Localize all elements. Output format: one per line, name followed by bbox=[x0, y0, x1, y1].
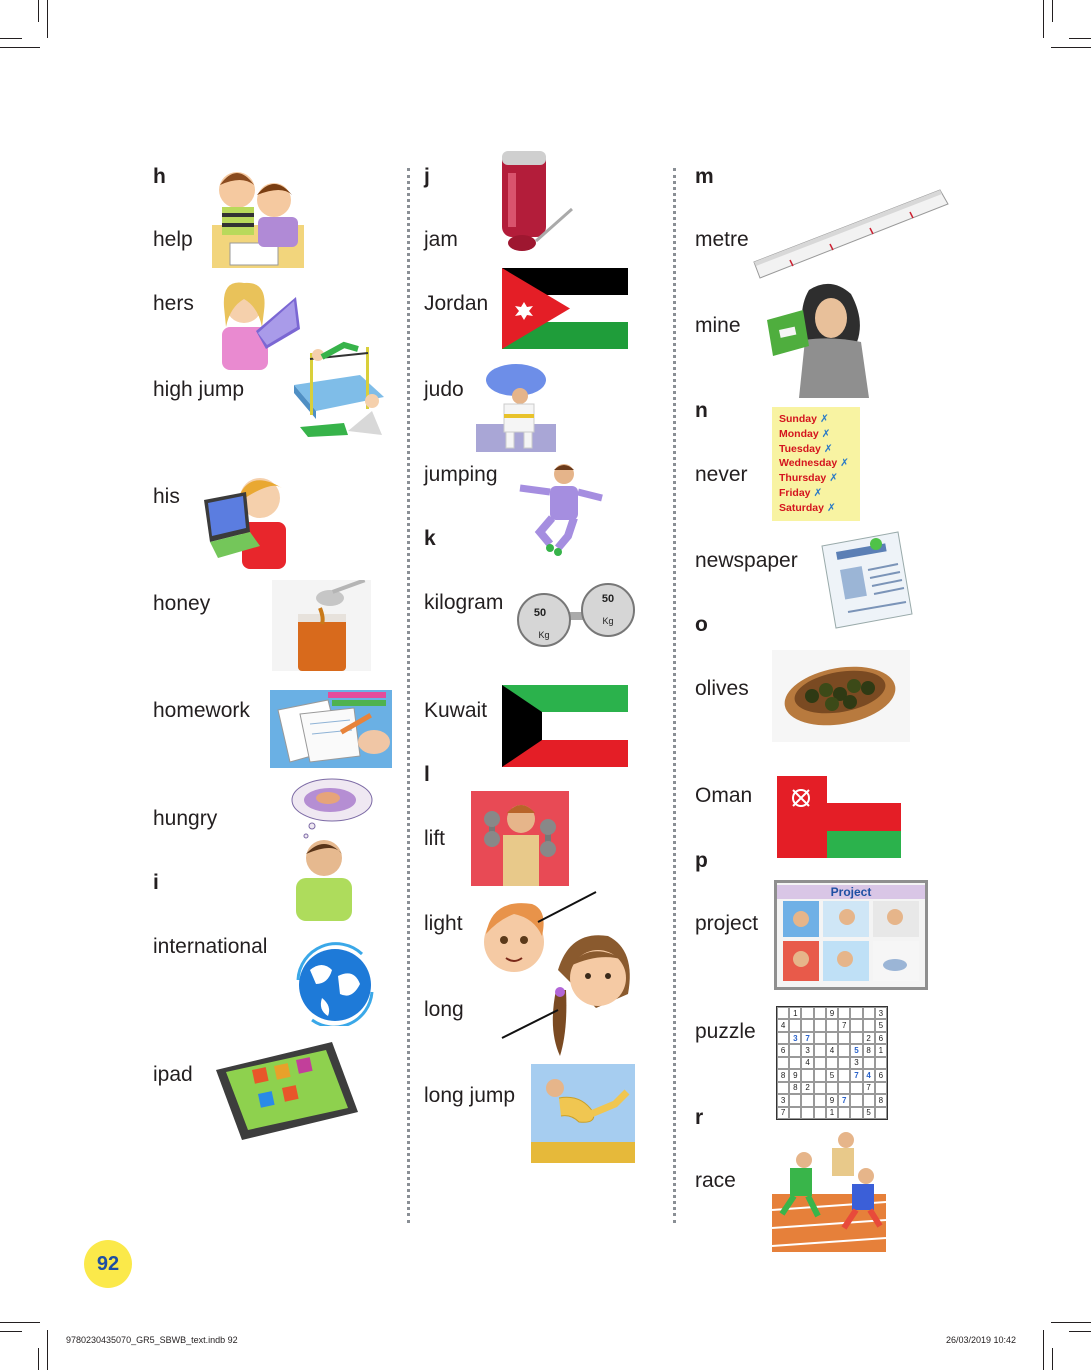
sudoku-cell bbox=[863, 1057, 875, 1069]
sudoku-cell: 9 bbox=[826, 1007, 838, 1019]
section-letter-o: o bbox=[695, 613, 708, 636]
column-divider bbox=[673, 168, 676, 1223]
sudoku-cell bbox=[814, 1069, 826, 1081]
section-letter-r: r bbox=[695, 1106, 704, 1129]
sudoku-cell bbox=[789, 1057, 801, 1069]
sudoku-cell: 6 bbox=[875, 1032, 887, 1044]
word-lift: lift bbox=[424, 827, 445, 850]
weightlifter-icon bbox=[471, 791, 569, 886]
word-his: his bbox=[153, 485, 180, 508]
sudoku-cell bbox=[777, 1057, 789, 1069]
word-mine: mine bbox=[695, 314, 741, 337]
sudoku-cell: 8 bbox=[863, 1044, 875, 1056]
crop-mark bbox=[38, 1348, 39, 1370]
section-letter-k: k bbox=[424, 527, 436, 550]
sudoku-cell bbox=[801, 1019, 813, 1031]
section-letter-h: h bbox=[153, 165, 166, 188]
sudoku-icon bbox=[776, 1006, 888, 1120]
sudoku-cell bbox=[838, 1032, 850, 1044]
sudoku-cell: 5 bbox=[850, 1044, 862, 1056]
crop-mark bbox=[1052, 1348, 1053, 1370]
newspaper-icon bbox=[818, 530, 914, 630]
sudoku-cell bbox=[814, 1007, 826, 1019]
footer-date-time: 26/03/2019 10:42 bbox=[946, 1335, 1017, 1345]
sudoku-cell bbox=[875, 1057, 887, 1069]
word-long: long bbox=[424, 998, 464, 1021]
crop-mark bbox=[0, 1322, 40, 1323]
sudoku-cell: 7 bbox=[777, 1107, 789, 1119]
dumbbell-icon bbox=[516, 582, 636, 652]
sudoku-cell: 5 bbox=[875, 1019, 887, 1031]
sudoku-cell: 7 bbox=[801, 1032, 813, 1044]
word-metre: metre bbox=[695, 228, 749, 251]
sudoku-cell bbox=[801, 1107, 813, 1119]
crop-mark bbox=[38, 0, 39, 22]
globe-icon bbox=[292, 940, 378, 1026]
homework-icon bbox=[270, 690, 392, 768]
sudoku-cell bbox=[838, 1007, 850, 1019]
oman-flag-icon bbox=[777, 776, 901, 858]
word-hungry: hungry bbox=[153, 807, 218, 830]
race-icon bbox=[768, 1130, 890, 1252]
word-hers: hers bbox=[153, 292, 194, 315]
crop-mark bbox=[1052, 0, 1053, 22]
dumbbell-right-weight: 50 bbox=[601, 593, 615, 605]
sudoku-cell bbox=[814, 1057, 826, 1069]
project-board-icon bbox=[774, 880, 928, 990]
crop-mark bbox=[0, 1331, 22, 1332]
crop-mark bbox=[0, 38, 22, 39]
crop-mark bbox=[1051, 1322, 1091, 1323]
sudoku-cell bbox=[875, 1082, 887, 1094]
never-day: Wednesday ✗ bbox=[779, 457, 849, 470]
sudoku-cell bbox=[814, 1032, 826, 1044]
never-day: Saturday ✗ bbox=[779, 501, 836, 514]
crop-mark bbox=[1069, 1331, 1091, 1332]
dumbbell-left-weight: 50 bbox=[533, 607, 547, 619]
long-jump-icon bbox=[531, 1064, 635, 1163]
page-number: 92 bbox=[84, 1240, 132, 1288]
word-jordan: Jordan bbox=[424, 292, 489, 315]
word-project: project bbox=[695, 912, 759, 935]
crop-mark bbox=[47, 1330, 48, 1370]
sudoku-cell bbox=[850, 1094, 862, 1106]
ruler-icon bbox=[750, 186, 950, 280]
word-homework: homework bbox=[153, 699, 250, 722]
honey-jar-icon bbox=[272, 580, 371, 671]
sudoku-cell: 4 bbox=[777, 1019, 789, 1031]
sudoku-cell bbox=[826, 1032, 838, 1044]
word-puzzle: puzzle bbox=[695, 1020, 756, 1043]
sudoku-cell bbox=[789, 1044, 801, 1056]
crop-mark bbox=[0, 47, 40, 48]
sudoku-cell: 7 bbox=[838, 1019, 850, 1031]
children-helping-icon bbox=[212, 165, 304, 268]
sudoku-cell bbox=[850, 1082, 862, 1094]
never-day: Tuesday ✗ bbox=[779, 442, 833, 455]
sudoku-cell: 1 bbox=[789, 1007, 801, 1019]
sudoku-cell bbox=[838, 1057, 850, 1069]
boy-laptop-icon bbox=[202, 470, 294, 569]
high-jump-icon bbox=[288, 335, 390, 445]
section-letter-n: n bbox=[695, 399, 708, 422]
sudoku-cell: 6 bbox=[777, 1044, 789, 1056]
word-light: light bbox=[424, 912, 463, 935]
dumbbell-right-unit: Kg bbox=[602, 616, 614, 626]
sudoku-cell bbox=[850, 1019, 862, 1031]
word-newspaper: newspaper bbox=[695, 549, 798, 572]
word-high-jump: high jump bbox=[153, 378, 245, 401]
dumbbell-left-unit: Kg bbox=[538, 630, 550, 640]
sudoku-cell bbox=[850, 1107, 862, 1119]
sudoku-cell: 4 bbox=[826, 1044, 838, 1056]
word-olives: olives bbox=[695, 677, 749, 700]
sudoku-cell bbox=[838, 1082, 850, 1094]
sudoku-cell bbox=[814, 1094, 826, 1106]
crop-mark bbox=[1043, 1330, 1044, 1370]
sudoku-cell bbox=[826, 1082, 838, 1094]
sudoku-cell: 1 bbox=[875, 1044, 887, 1056]
sudoku-cell bbox=[789, 1094, 801, 1106]
sudoku-cell: 6 bbox=[875, 1069, 887, 1081]
sudoku-cell: 8 bbox=[875, 1094, 887, 1106]
hungry-boy-icon bbox=[278, 778, 376, 921]
sudoku-cell bbox=[801, 1094, 813, 1106]
word-judo: judo bbox=[424, 378, 464, 401]
calendar-card-icon bbox=[772, 407, 860, 521]
girl-laptop-icon bbox=[212, 277, 300, 370]
sudoku-cell bbox=[814, 1019, 826, 1031]
never-day: Thursday ✗ bbox=[779, 472, 839, 485]
section-letter-i: i bbox=[153, 871, 159, 894]
word-long-jump: long jump bbox=[424, 1084, 516, 1107]
word-honey: honey bbox=[153, 592, 211, 615]
sudoku-cell: 2 bbox=[863, 1032, 875, 1044]
girl-book-icon bbox=[765, 280, 871, 398]
jumping-boy-icon bbox=[510, 460, 606, 558]
sudoku-cell bbox=[863, 1094, 875, 1106]
word-jumping: jumping bbox=[424, 463, 498, 486]
olives-bowl-icon bbox=[772, 650, 910, 742]
jam-jar-icon bbox=[496, 145, 574, 253]
sudoku-cell: 7 bbox=[838, 1094, 850, 1106]
section-letter-j: j bbox=[424, 165, 430, 188]
sudoku-cell: 2 bbox=[801, 1082, 813, 1094]
sudoku-cell bbox=[838, 1069, 850, 1081]
never-day: Sunday ✗ bbox=[779, 413, 829, 425]
sudoku-cell: 5 bbox=[863, 1107, 875, 1119]
section-letter-l: l bbox=[424, 763, 430, 786]
sudoku-cell bbox=[826, 1019, 838, 1031]
tablet-icon bbox=[212, 1040, 360, 1142]
sudoku-cell bbox=[777, 1032, 789, 1044]
word-kilogram: kilogram bbox=[424, 591, 504, 614]
jordan-flag-icon bbox=[502, 268, 628, 349]
crop-mark bbox=[1051, 47, 1091, 48]
word-help: help bbox=[153, 228, 193, 251]
sudoku-cell bbox=[863, 1007, 875, 1019]
sudoku-cell: 3 bbox=[801, 1044, 813, 1056]
sudoku-cell: 3 bbox=[777, 1094, 789, 1106]
sudoku-cell bbox=[850, 1032, 862, 1044]
sudoku-cell: 9 bbox=[789, 1069, 801, 1081]
sudoku-cell bbox=[826, 1057, 838, 1069]
sudoku-cell bbox=[850, 1007, 862, 1019]
sudoku-cell bbox=[814, 1044, 826, 1056]
sudoku-cell bbox=[814, 1082, 826, 1094]
sudoku-cell bbox=[777, 1007, 789, 1019]
project-board-title: Project bbox=[777, 885, 925, 899]
sudoku-cell bbox=[814, 1107, 826, 1119]
sudoku-cell: 8 bbox=[789, 1082, 801, 1094]
judo-icon bbox=[476, 352, 556, 452]
sudoku-cell: 9 bbox=[826, 1094, 838, 1106]
section-letter-m: m bbox=[695, 165, 714, 188]
sudoku-cell: 3 bbox=[850, 1057, 862, 1069]
sudoku-cell: 8 bbox=[777, 1069, 789, 1081]
crop-mark bbox=[1069, 38, 1091, 39]
sudoku-cell bbox=[838, 1044, 850, 1056]
sudoku-cell bbox=[838, 1107, 850, 1119]
sudoku-cell bbox=[801, 1007, 813, 1019]
word-oman: Oman bbox=[695, 784, 753, 807]
sudoku-cell bbox=[789, 1019, 801, 1031]
word-international: international bbox=[153, 935, 268, 958]
sudoku-cell: 3 bbox=[875, 1007, 887, 1019]
sudoku-cell bbox=[789, 1107, 801, 1119]
sudoku-cell: 1 bbox=[826, 1107, 838, 1119]
word-never: never bbox=[695, 463, 748, 486]
footer-file-info: 9780230435070_GR5_SBWB_text.indb 92 bbox=[66, 1335, 238, 1345]
sudoku-cell: 4 bbox=[801, 1057, 813, 1069]
word-kuwait: Kuwait bbox=[424, 699, 488, 722]
sudoku-cell bbox=[801, 1069, 813, 1081]
kuwait-flag-icon bbox=[502, 685, 628, 767]
sudoku-cell: 5 bbox=[826, 1069, 838, 1081]
word-ipad: ipad bbox=[153, 1063, 193, 1086]
column-divider bbox=[407, 168, 410, 1223]
section-letter-p: p bbox=[695, 849, 708, 872]
never-day: Monday ✗ bbox=[779, 427, 831, 440]
crop-mark bbox=[1043, 0, 1044, 38]
never-day: Friday ✗ bbox=[779, 486, 823, 499]
sudoku-cell: 4 bbox=[863, 1069, 875, 1081]
crop-mark bbox=[47, 0, 48, 38]
sudoku-cell bbox=[863, 1019, 875, 1031]
sudoku-cell bbox=[875, 1107, 887, 1119]
sudoku-cell: 7 bbox=[850, 1069, 862, 1081]
sudoku-cell bbox=[777, 1082, 789, 1094]
long-hair-icon bbox=[500, 930, 638, 1058]
sudoku-cell: 7 bbox=[863, 1082, 875, 1094]
word-jam: jam bbox=[424, 228, 458, 251]
sudoku-cell: 3 bbox=[789, 1032, 801, 1044]
word-race: race bbox=[695, 1169, 736, 1192]
